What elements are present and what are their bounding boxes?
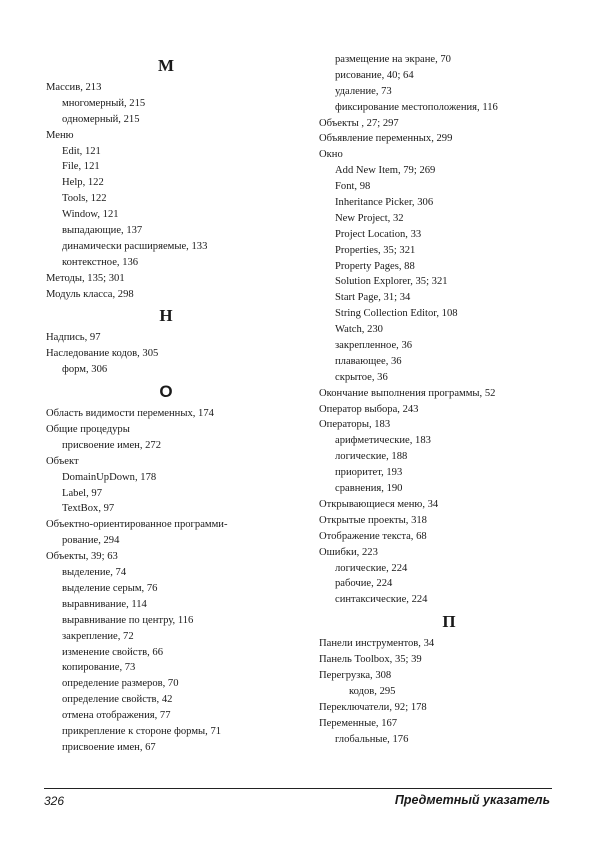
section-letter: П xyxy=(442,612,456,632)
index-subentry: выпадающие, 137 xyxy=(62,225,143,237)
index-subentry: сравнения, 190 xyxy=(335,483,403,495)
index-subentry: одномерный, 215 xyxy=(62,113,140,125)
index-entry: Объявление переменных, 299 xyxy=(319,133,453,145)
index-subentry: многомерный, 215 xyxy=(62,97,146,109)
index-subentry: Start Page, 31; 34 xyxy=(335,292,411,304)
index-entry: Переменные, 167 xyxy=(319,717,398,729)
index-entry: Панель Toolbox, 35; 39 xyxy=(319,654,422,666)
index-entry: Объектно-ориентированное программи- xyxy=(46,519,228,531)
index-entry: Наследование кодов, 305 xyxy=(46,348,159,360)
section-letter: М xyxy=(157,56,175,75)
index-entry: Открывающиеся меню, 34 xyxy=(319,498,439,510)
index-entry: Операторы, 183 xyxy=(319,419,391,431)
section-letter: О xyxy=(159,382,173,402)
index-subentry: выравнивание по центру, 116 xyxy=(62,614,194,626)
index-entry: Окно xyxy=(319,149,343,161)
index-subentry: размещение на экране, 70 xyxy=(335,54,451,65)
footer-rule xyxy=(44,788,552,789)
page-number: 326 xyxy=(44,794,65,808)
index-subentry: Watch, 230 xyxy=(335,324,383,336)
section-letter: Н xyxy=(159,306,173,326)
index-subentry: File, 121 xyxy=(62,161,100,173)
index-subentry: определение свойств, 42 xyxy=(62,694,173,706)
index-subentry: логические, 188 xyxy=(335,451,408,463)
index-entry: Модуль класса, 298 xyxy=(46,288,134,300)
running-head: Предметный указатель xyxy=(394,793,550,807)
index-subentry: логические, 224 xyxy=(335,562,408,574)
index-subentry: Help, 122 xyxy=(62,177,104,189)
index-subentry: глобальные, 176 xyxy=(335,733,409,745)
index-subentry: выделение, 74 xyxy=(62,567,127,579)
index-entry: Открытые проекты, 318 xyxy=(319,514,427,526)
index-subentry: отмена отображения, 77 xyxy=(62,710,171,722)
index-subentry: Add New Item, 79; 269 xyxy=(335,165,436,177)
index-subentry: Edit, 121 xyxy=(62,145,101,157)
index-subentry: приоритет, 193 xyxy=(335,467,403,479)
index-entry: Объекты , 27; 297 xyxy=(319,117,399,129)
index-entry: Массив, 213 xyxy=(46,82,102,93)
index-subentry: удаление, 73 xyxy=(335,85,392,97)
index-subentry: синтаксические, 224 xyxy=(335,594,428,606)
index-entry: Меню xyxy=(46,129,74,141)
index-subentry: контекстное, 136 xyxy=(62,256,139,268)
index-entry: Объекты, 39; 63 xyxy=(46,551,118,563)
index-entry: Переключатели, 92; 178 xyxy=(319,701,427,713)
index-subentry: скрытое, 36 xyxy=(335,371,388,383)
index-subentry: Project Location, 33 xyxy=(335,228,422,240)
index-entry: Перегрузка, 308 xyxy=(319,669,392,681)
index-subentry: динамически расширяемые, 133 xyxy=(62,240,208,252)
index-subentry: Font, 98 xyxy=(335,181,371,193)
index-subentry: закрепление, 72 xyxy=(62,630,134,642)
index-subentry: форм, 306 xyxy=(62,364,108,376)
index-subentry: изменение свойств, 66 xyxy=(62,646,163,658)
index-subentry: TextBox, 97 xyxy=(62,503,115,515)
index-subentry: DomainUpDown, 178 xyxy=(62,471,157,483)
index-subentry: присвоение имен, 272 xyxy=(62,439,162,451)
index-entry: Область видимости переменных, 174 xyxy=(46,408,214,420)
index-subentry: выравнивание, 114 xyxy=(62,598,147,610)
index-entry: Оператор выбора, 243 xyxy=(319,403,419,415)
index-entry: Надпись, 97 xyxy=(46,332,101,344)
index-subentry: арифметические, 183 xyxy=(335,435,431,447)
index-subentry: Solution Explorer, 35; 321 xyxy=(335,276,448,288)
index-subentry: определение размеров, 70 xyxy=(62,678,179,690)
index-subentry: Property Pages, 88 xyxy=(335,260,415,272)
index-entry: Окончание выполнения программы, 52 xyxy=(319,387,496,399)
index-subentry: Label, 97 xyxy=(62,487,103,499)
index-subentry: New Project, 32 xyxy=(335,212,404,224)
index-subentry: рисование, 40; 64 xyxy=(335,69,414,81)
index-subentry: рование, 294 xyxy=(62,535,120,547)
index-subentry: прикрепление к стороне формы, 71 xyxy=(62,725,222,737)
index-subentry: Properties, 35; 321 xyxy=(335,244,416,256)
index-subentry: рабочие, 224 xyxy=(335,578,393,590)
index-column-left xyxy=(46,52,286,756)
index-subentry: Inheritance Picker, 306 xyxy=(335,197,434,209)
index-subentry: кодов, 295 xyxy=(349,685,396,697)
index-subentry: фиксирование местоположения, 116 xyxy=(335,101,498,113)
index-subentry: копирование, 73 xyxy=(62,662,136,674)
index-subentry: Window, 121 xyxy=(62,209,119,221)
index-entry: Отображение текста, 68 xyxy=(319,530,427,542)
index-entry: Ошибки, 223 xyxy=(319,546,378,558)
index-subentry: String Collection Editor, 108 xyxy=(335,308,458,320)
index-column-right xyxy=(319,52,579,747)
index-entry: Методы, 135; 301 xyxy=(46,272,125,284)
index-subentry: присвоение имен, 67 xyxy=(62,741,156,753)
index-subentry: Tools, 122 xyxy=(62,193,107,205)
index-subentry: закрепленное, 36 xyxy=(335,340,413,352)
index-subentry: плавающее, 36 xyxy=(335,355,402,367)
index-subentry: выделение серым, 76 xyxy=(62,582,158,594)
index-entry: Панели инструментов, 34 xyxy=(319,638,435,650)
index-entry: Общие процедуры xyxy=(46,424,130,436)
index-entry: Объект xyxy=(46,455,79,467)
